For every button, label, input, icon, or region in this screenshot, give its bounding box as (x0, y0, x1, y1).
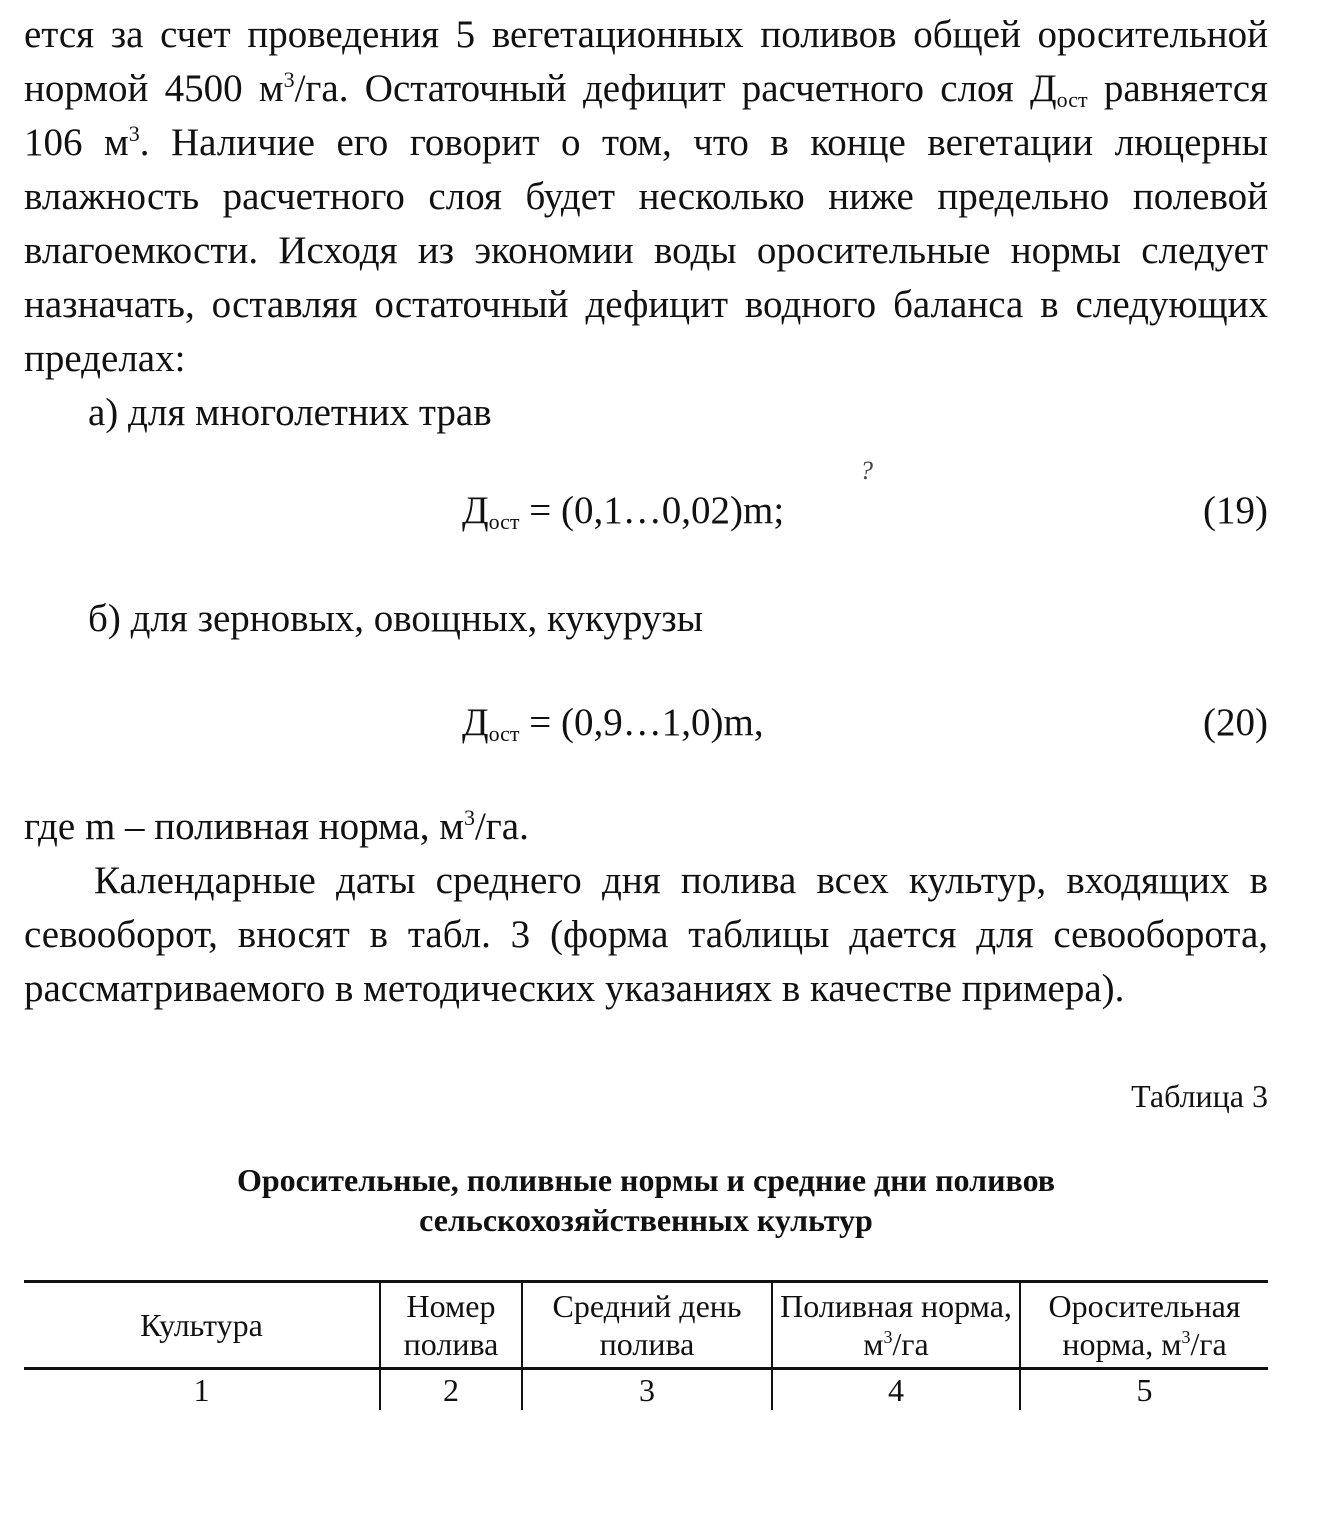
paragraph-text: /га. Остаточный дефицит расчетного слоя Д (294, 67, 1057, 110)
column-number: 1 (193, 1372, 210, 1408)
superscript: 3 (463, 805, 475, 830)
formula-text: = (0,9…1,0)m, (519, 701, 764, 744)
header-irrigation-rate: Поливная норма, $м^3/га$ (772, 1282, 1020, 1369)
formula-subscript: ост (488, 721, 520, 746)
formula-expression (462, 484, 784, 538)
equation-number: (20) (1203, 701, 1268, 744)
header-average-day: Средний день полива (522, 1282, 772, 1369)
handwritten-mark: ? (860, 456, 873, 485)
paragraph-text: ется за счет проведения 5 вегетационных поливов общей оросительной нормой 4500 м (24, 13, 1268, 110)
where-text: где m – поливная норма, м (24, 805, 464, 848)
column-number: 4 (772, 1369, 1020, 1411)
header-culture: Культура (140, 1307, 263, 1343)
where-text: /га. (474, 805, 529, 848)
subscript: ост (1056, 87, 1088, 112)
column-number: 2 (380, 1369, 522, 1411)
formula-letter: Д (462, 489, 489, 532)
where-line (24, 800, 1268, 854)
paragraph-calendar-dates: Календарные даты среднего дня полива всех культур, входящих в севооборот, вносят в табл. 3 (форма таблицы дается для севооборота, рассматриваемого в методических указаниях в качестве примера). (24, 859, 1268, 1010)
list-item-a: а) для многолетних трав (88, 391, 492, 434)
formula-subscript: ост (488, 509, 520, 534)
table-title: Оросительные, поливные нормы и средние дни поливов сельскохозяйственных культур (236, 1162, 1056, 1238)
document-page (24, 0, 1268, 1410)
paragraph-text: . Наличие его говорит о том, что в конце вегетации люцерны влажность расчетного слоя будет несколько ниже предельно полевой влагоемкости. Исходя из экономии воды оросительные нормы следует назначать, оставляя остаточный дефицит водного баланса в следующих пределах: (24, 121, 1268, 380)
column-number: 5 (1020, 1369, 1268, 1411)
formula-letter: Д (462, 701, 489, 744)
formula-19 (24, 456, 1268, 538)
formula-20 (24, 696, 1268, 750)
list-item-b: б) для зерновых, овощных, кукурузы (88, 597, 703, 640)
superscript: 3 (283, 67, 295, 92)
paragraph-irrigation-deficit (24, 8, 1268, 386)
header-irrigation-number: Номер полива (380, 1282, 522, 1369)
formula-text: = (0,1…0,02)m; (519, 489, 785, 532)
irrigation-table (24, 1280, 1268, 1410)
superscript: 3 (128, 121, 140, 146)
column-number: 3 (522, 1369, 772, 1411)
table-column-number-row (24, 1369, 1268, 1411)
table-label: Таблица 3 (1131, 1078, 1268, 1114)
table-header-row (24, 1282, 1268, 1369)
equation-number: (19) (1203, 489, 1268, 532)
header-seasonal-rate: Оросительная норма, $м^3/га$ (1020, 1282, 1268, 1369)
formula-expression (462, 696, 764, 750)
paragraph-text: равняется 106 м (24, 67, 1268, 164)
